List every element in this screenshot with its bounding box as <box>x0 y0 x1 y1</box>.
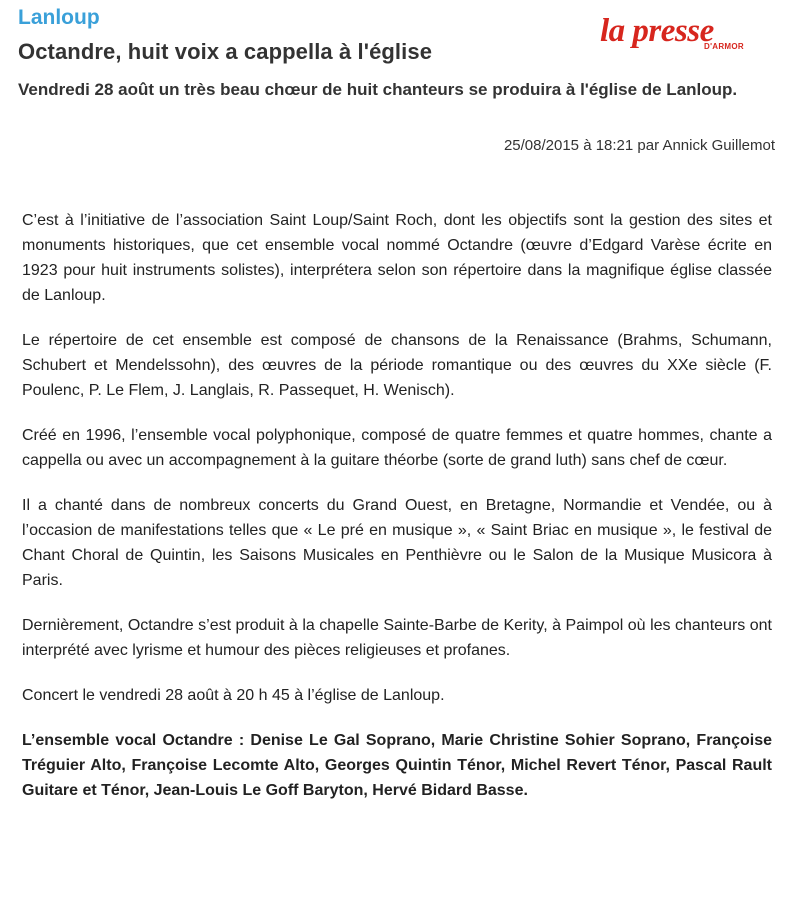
article-headline: Octandre, huit voix a cappella à l'église <box>18 39 433 64</box>
logo-subtitle: D'ARMOR <box>704 42 744 51</box>
article-paragraph: Il a chanté dans de nombreux concerts du Grand Ouest, en Bretagne, Normandie et Vendée, ou à l’occasion de manifestations telles que « Le pré en musique », « Saint Briac en musique », le festival de Chant Choral de Quintin, les Saisons Musicales en Penthièvre ou le Salon de la Musique Musicora à Paris. <box>22 497 772 589</box>
logo-wordmark: la presse <box>600 13 714 49</box>
article-paragraph: C’est à l’initiative de l’association Saint Loup/Saint Roch, dont les objectifs sont la gestion des sites et monuments historiques, que cet ensemble vocal nommé Octandre (œuvre d’Edgard Varèse écrite en 1923 pour huit instruments solistes), interprétera selon son répertoire dans la magnifique église classée de Lanloup. <box>22 212 772 304</box>
article-lede: Vendredi 28 août un très beau chœur de huit chanteurs se produira à l'église de Lanloup. <box>18 80 738 99</box>
article-paragraph: Créé en 1996, l’ensemble vocal polyphonique, composé de quatre femmes et quatre hommes, chante a cappella ou avec un accompagnement à la guitare théorbe (sorte de grand luth) sans chef de cœur. <box>22 427 772 469</box>
la-presse-logo[interactable] <box>600 14 750 54</box>
byline-by: par <box>637 137 660 154</box>
author-name: Annick Guillemot <box>662 137 775 154</box>
article-body <box>22 208 772 803</box>
ensemble-members: L’ensemble vocal Octandre : Denise Le Gal Soprano, Marie Christine Sohier Soprano, Françoise Tréguier Alto, Françoise Lecomte Alto, Georges Quintin Ténor, Michel Revert Ténor, Pascal Rault Guitare et Ténor, Jean-Louis Le Goff Baryton, Hervé Bidard Basse. <box>22 732 772 799</box>
section-label[interactable]: Lanloup <box>18 6 100 29</box>
article-byline <box>504 137 775 154</box>
publish-date: 25/08/2015 à 18:21 <box>503 137 634 154</box>
article-paragraph: Concert le vendredi 28 août à 20 h 45 à l’église de Lanloup. <box>22 687 445 704</box>
article-paragraph: Dernièrement, Octandre s’est produit à la chapelle Sainte-Barbe de Kerity, à Paimpol où les chanteurs ont interprété avec lyrisme et humour des pièces religieuses et profanes. <box>22 617 772 659</box>
article-paragraph: Le répertoire de cet ensemble est composé de chansons de la Renaissance (Brahms, Schumann, Schubert et Mendelssohn), des œuvres de la période romantique ou des œuvres du XXe siècle (F. Poulenc, P. Le Flem, J. Langlais, R. Passequet, H. Wenisch). <box>22 332 772 399</box>
